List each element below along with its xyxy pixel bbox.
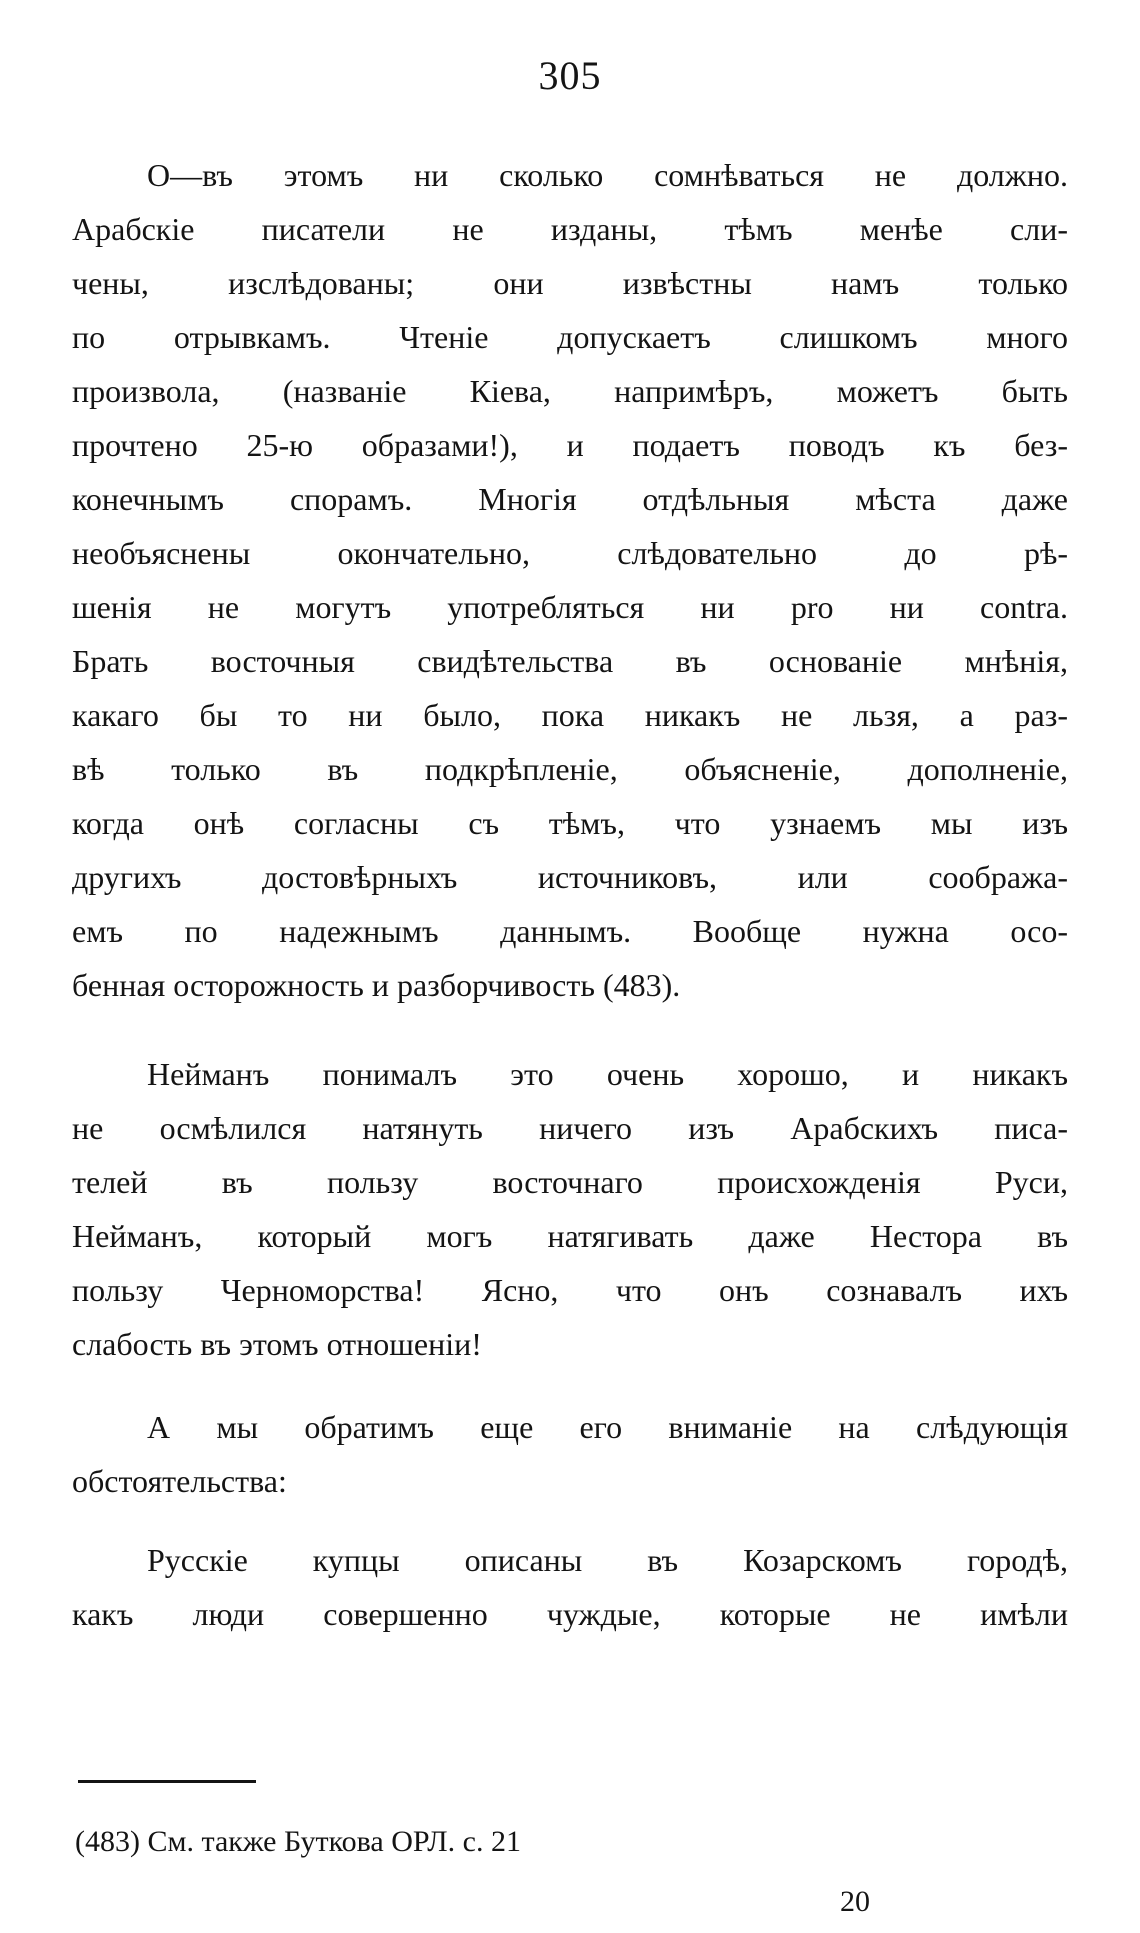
- text-line: прочтено 25-ю образами!), и подаетъ поводъ къ без-: [72, 427, 1068, 463]
- text-line: Арабскіе писатели не изданы, тѣмъ менѣе сли-: [72, 211, 1068, 247]
- page-number: 305: [538, 53, 602, 98]
- text-line: О—въ этомъ ни сколько сомнѣваться не должно.: [147, 157, 1068, 193]
- text-line: по отрывкамъ. Чтеніе допускаетъ слишкомъ много: [72, 319, 1068, 355]
- paragraph-2: [72, 1047, 1068, 1371]
- paragraph-1: [72, 148, 1068, 1012]
- text-line: когда онѣ согласны съ тѣмъ, что узнаемъ мы изъ: [72, 805, 1068, 841]
- text-line: не осмѣлился натянуть ничего изъ Арабскихъ писа-: [72, 1110, 1068, 1146]
- text-line: Нейманъ, который могъ натягивать даже Нестора въ: [72, 1218, 1068, 1254]
- footnote: (483) См. также Буткова ОРЛ. с. 21: [75, 1825, 521, 1858]
- text-line: слабость въ этомъ отношеніи!: [72, 1326, 482, 1362]
- text-line: чены, изслѣдованы; они извѣстны намъ только: [72, 265, 1068, 301]
- text-line: Нейманъ понималъ это очень хорошо, и никакъ: [147, 1056, 1068, 1092]
- text-line: Брать восточныя свидѣтельства въ основаніе мнѣнія,: [72, 643, 1068, 679]
- text-line: конечнымъ спорамъ. Многія отдѣльныя мѣста даже: [72, 481, 1068, 517]
- footnote-divider: [78, 1780, 256, 1783]
- text-line: какаго бы то ни было, пока никакъ не льзя, а раз-: [72, 697, 1068, 733]
- text-line: Русскіе купцы описаны въ Козарскомъ городѣ,: [147, 1542, 1068, 1578]
- text-line: А мы обратимъ еще его вниманіе на слѣдующія: [147, 1409, 1068, 1445]
- text-line: бенная осторожность и разборчивость (483).: [72, 967, 681, 1003]
- text-line: необъяснены окончательно, слѣдовательно до рѣ-: [72, 535, 1068, 571]
- text-line: емъ по надежнымъ даннымъ. Вообще нужна осо-: [72, 913, 1068, 949]
- text-line: произвола, (названіе Кіева, напримѣръ, можетъ быть: [72, 373, 1068, 409]
- text-line: какъ люди совершенно чуждые, которые не имѣли: [72, 1596, 1068, 1632]
- text-line: шенія не могутъ употребляться ни pro ни contra.: [72, 589, 1068, 625]
- text-line: пользу Черноморства! Ясно, что онъ сознавалъ ихъ: [72, 1272, 1068, 1308]
- text-line: телей въ пользу восточнаго происхожденія Руси,: [72, 1164, 1068, 1200]
- signature-mark: 20: [840, 1885, 870, 1918]
- text-line: вѣ только въ подкрѣпленіе, объясненіе, дополненіе,: [72, 751, 1068, 787]
- paragraph-4: [72, 1533, 1068, 1641]
- paragraph-3: [72, 1400, 1068, 1508]
- text-line: обстоятельства:: [72, 1463, 287, 1499]
- text-line: другихъ достовѣрныхъ источниковъ, или сообража-: [72, 859, 1068, 895]
